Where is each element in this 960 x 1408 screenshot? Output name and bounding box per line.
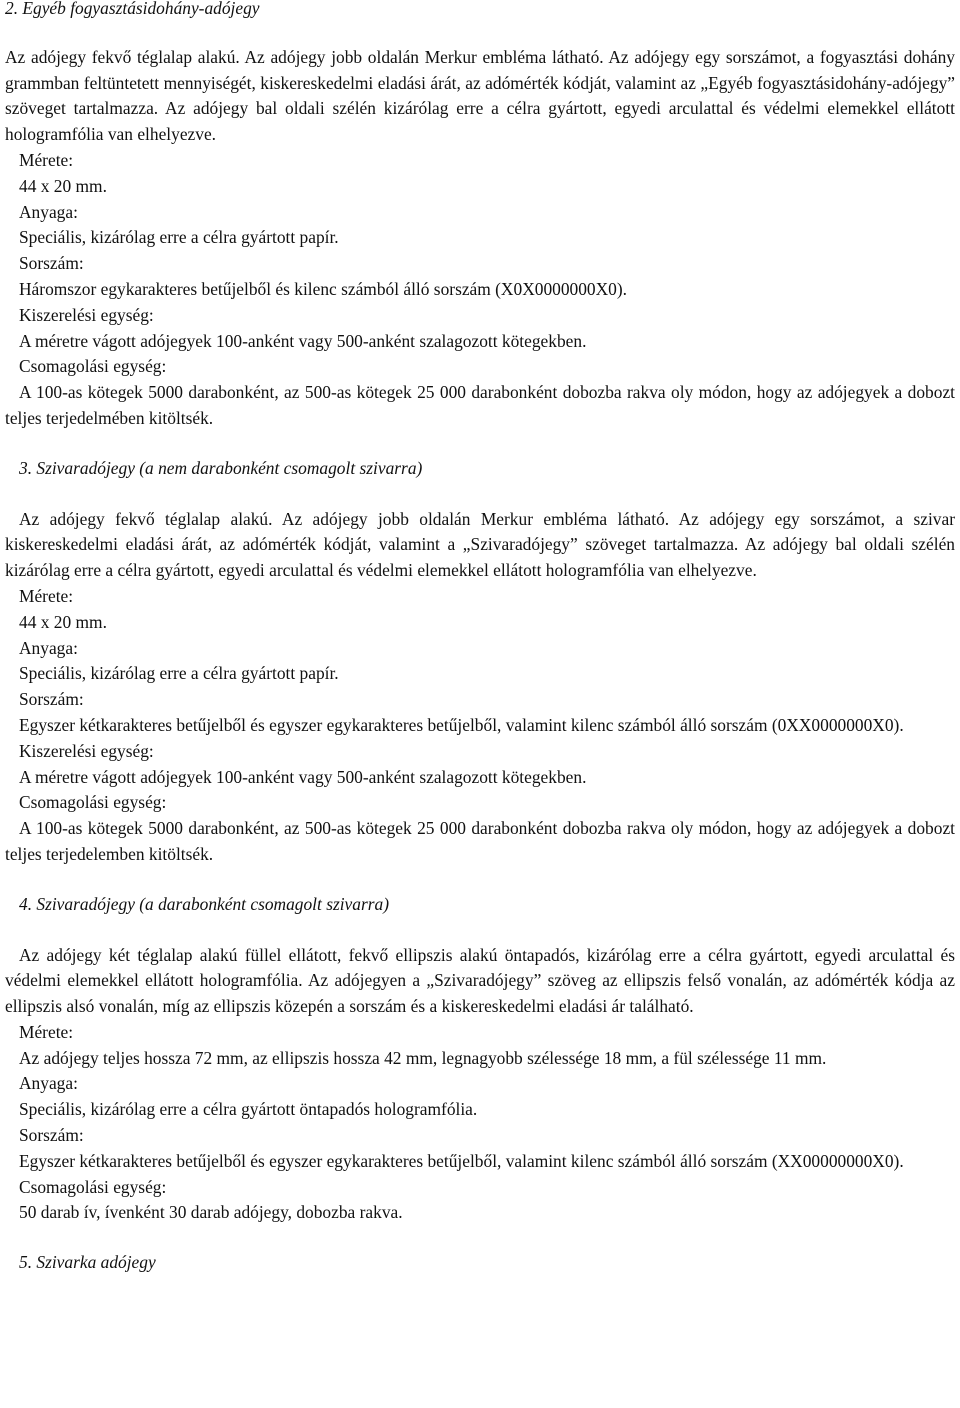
section-2-serial-label: Sorszám:	[19, 253, 84, 274]
section-2-description: Az adójegy fekvő téglalap alakú. Az adójegy jobb oldalán Merkur embléma látható. Az adójegy egy sorszámot, a fogyasztási dohány grammban feltüntetett mennyiségét, kiskereskedelmi eladási árát, az adómérték kódját, valamint az „Egyéb fogyasztásidohány-adójegy” szöveget tartalmazza. Az adójegy bal oldali szélén kizárólag erre a célra gyártott, egyedi arculattal és védelmi elemekkel ellátott hologramfólia van elhelyezve.	[5, 46, 955, 145]
section-2-size-value: 44 x 20 mm.	[19, 175, 107, 196]
section-2-unit-label: Kiszerelési egység:	[19, 304, 154, 325]
section-3-packaging-value: A 100-as kötegek 5000 darabonként, az 500-as kötegek 25 000 darabonként dobozba rakva oly módon, hogy az adójegyek a dobozt teljes terjedelemben kitöltsék.	[5, 818, 955, 864]
section-3-material-value: Speciális, kizárólag erre a célra gyártott papír.	[19, 663, 339, 684]
section-3-description: Az adójegy fekvő téglalap alakú. Az adójegy jobb oldalán Merkur embléma látható. Az adójegy egy sorszámot, a szivar kiskereskedelmi eladási árát, az adómérték kódját, valamint a „Szivaradójegy” szöveget tartalmazza. Az adójegy bal oldali szélén kizárólag erre a célra gyártott, egyedi arculattal és védelmi elemekkel ellátott hologramfólia van elhelyezve.	[5, 508, 955, 581]
section-2-material-label: Anyaga:	[19, 201, 78, 222]
section-4-packaging-label: Csomagolási egység:	[19, 1176, 167, 1197]
section-2-serial-value: Háromszor egykarakteres betűjelből és kilenc számból álló sorszám (X0X0000000X0).	[19, 278, 628, 299]
section-2-material-value: Speciális, kizárólag erre a célra gyártott papír.	[19, 227, 339, 248]
section-4-packaging-value: 50 darab ív, ívenként 30 darab adójegy, dobozba rakva.	[19, 1202, 403, 1223]
section-3-unit-label: Kiszerelési egység:	[19, 740, 154, 761]
section-2-size-label: Mérete:	[19, 149, 74, 170]
section-4-material-value: Speciális, kizárólag erre a célra gyártott öntapadós hologramfólia.	[19, 1099, 478, 1120]
section-2-heading: 2. Egyéb fogyasztásidohány-adójegy	[5, 0, 260, 18]
section-3-heading: 3. Szivaradójegy (a nem darabonként csomagolt szivarra)	[19, 457, 423, 478]
section-4-serial-label: Sorszám:	[19, 1125, 84, 1146]
section-3-packaging-label: Csomagolási egység:	[19, 792, 167, 813]
section-3-material-label: Anyaga:	[19, 637, 78, 658]
section-4-heading: 4. Szivaradójegy (a darabonként csomagolt szivarra)	[19, 893, 389, 914]
section-2-unit-value: A méretre vágott adójegyek 100-anként vagy 500-anként szalagozott kötegekben.	[19, 330, 587, 351]
section-5-heading: 5. Szivarka adójegy	[19, 1252, 156, 1273]
section-4-size-label: Mérete:	[19, 1021, 74, 1042]
section-2-packaging-value: A 100-as kötegek 5000 darabonként, az 500-as kötegek 25 000 darabonként dobozba rakva oly módon, hogy az adójegyek a dobozt teljes terjedelmében kitöltsék.	[5, 382, 955, 428]
section-2-packaging-label: Csomagolási egység:	[19, 356, 167, 377]
section-3-unit-value: A méretre vágott adójegyek 100-anként vagy 500-anként szalagozott kötegekben.	[19, 766, 587, 787]
section-4-size-value: Az adójegy teljes hossza 72 mm, az ellipszis hossza 42 mm, legnagyobb szélessége 18 mm, a fül szélessége 11 mm.	[19, 1047, 827, 1068]
section-4-serial-value: Egyszer kétkarakteres betűjelből és egyszer egykarakteres betűjelből, valamint kilenc számból álló sorszám (XX00000000X0).	[19, 1150, 904, 1171]
section-3-serial-label: Sorszám:	[19, 689, 84, 710]
section-3-size-value: 44 x 20 mm.	[19, 611, 107, 632]
section-3-size-label: Mérete:	[19, 585, 74, 606]
section-3-serial-value: Egyszer kétkarakteres betűjelből és egyszer egykarakteres betűjelből, valamint kilenc számból álló sorszám (0XX0000000X0).	[19, 714, 904, 735]
section-4-material-label: Anyaga:	[19, 1073, 78, 1094]
section-4-description: Az adójegy két téglalap alakú füllel ellátott, fekvő ellipszis alakú öntapadós, kizárólag erre a célra gyártott, egyedi arculattal és védelmi elemekkel ellátott hologramfólia. Az adójegyen a „Szivaradójegy” szöveg az ellipszis felső vonalán, az adómérték kódja az ellipszis alsó vonalán, míg az ellipszis közepén a sorszám és a kiskereskedelmi eladási ár található.	[5, 944, 955, 1017]
